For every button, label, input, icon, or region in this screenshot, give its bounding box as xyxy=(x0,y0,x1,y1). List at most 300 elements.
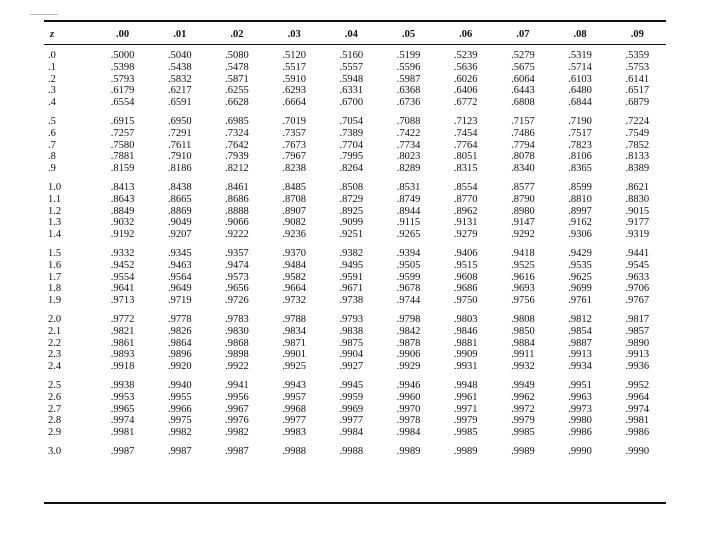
probability-cell: .9953 xyxy=(110,391,135,403)
probability-cell: .9980 xyxy=(568,415,592,427)
probability-cell: .8413 xyxy=(110,181,135,193)
z-value-cell: 1.5 xyxy=(48,247,62,259)
probability-cell: .7389 xyxy=(339,127,364,139)
probability-cell: .9484 xyxy=(282,259,306,271)
probability-cell: .7704 xyxy=(339,139,364,151)
probability-cell: .9535 xyxy=(568,259,592,271)
header-00: .00 xyxy=(116,28,130,40)
z-value-cell: .1 xyxy=(48,61,56,73)
probability-cell: .9394 xyxy=(396,247,421,259)
probability-cell: .8830 xyxy=(625,193,650,205)
table-row xyxy=(44,272,666,284)
probability-cell: .7088 xyxy=(396,115,421,127)
probability-cell: .9913 xyxy=(625,349,650,361)
probability-cell: .6293 xyxy=(282,85,306,97)
probability-cell: .9236 xyxy=(282,229,306,241)
probability-cell: .7054 xyxy=(339,115,364,127)
z-score-table xyxy=(44,24,666,458)
probability-cell: .7257 xyxy=(110,127,135,139)
probability-cell: .9987 xyxy=(110,445,135,457)
probability-cell: .5948 xyxy=(339,73,364,85)
probability-cell: .9817 xyxy=(625,313,650,325)
probability-cell: .7611 xyxy=(168,139,192,151)
probability-cell: .9418 xyxy=(511,247,535,259)
probability-cell: .5793 xyxy=(110,73,135,85)
probability-cell: .9783 xyxy=(225,313,249,325)
z-value-cell: .9 xyxy=(48,163,56,175)
probability-cell: .7852 xyxy=(625,139,650,151)
probability-cell: .9525 xyxy=(511,259,535,271)
probability-cell: .7642 xyxy=(225,139,249,151)
table-row xyxy=(44,361,666,373)
z-value-cell: 1.8 xyxy=(48,283,62,295)
probability-cell: .7549 xyxy=(625,127,650,139)
probability-cell: .7157 xyxy=(511,115,535,127)
header-03: .03 xyxy=(287,28,301,40)
z-value-cell: .7 xyxy=(48,139,56,151)
probability-cell: .7823 xyxy=(568,139,592,151)
probability-cell: .8531 xyxy=(396,181,421,193)
probability-cell: .7486 xyxy=(511,127,535,139)
probability-cell: .9884 xyxy=(511,337,535,349)
probability-cell: .9988 xyxy=(339,445,364,457)
probability-cell: .9830 xyxy=(225,325,249,337)
probability-cell: .9945 xyxy=(339,379,364,391)
table-row xyxy=(44,109,666,128)
probability-cell: .9986 xyxy=(568,427,592,439)
probability-cell: .8907 xyxy=(282,205,306,217)
probability-cell: .9719 xyxy=(167,295,192,307)
probability-cell: .9678 xyxy=(396,283,421,295)
table-row xyxy=(44,163,666,175)
probability-cell: .7454 xyxy=(453,127,478,139)
probability-cell: .9985 xyxy=(453,427,478,439)
z-value-cell: 1.9 xyxy=(48,295,62,307)
z-value-cell: .5 xyxy=(48,115,56,127)
probability-cell: .7324 xyxy=(225,127,249,139)
probability-cell: .5279 xyxy=(511,50,535,61)
probability-cell: .9890 xyxy=(625,337,650,349)
probability-cell: .9964 xyxy=(625,391,650,403)
probability-cell: .9192 xyxy=(110,229,135,241)
probability-cell: .7764 xyxy=(453,139,478,151)
table-row xyxy=(44,260,666,272)
probability-cell: .9429 xyxy=(568,247,592,259)
header-01: .01 xyxy=(173,28,187,40)
probability-cell: .9957 xyxy=(282,391,306,403)
probability-cell: .9641 xyxy=(110,283,135,295)
probability-cell: .9864 xyxy=(167,337,192,349)
z-value-cell: 1.3 xyxy=(48,217,62,229)
z-value-cell: 1.6 xyxy=(48,259,62,271)
probability-cell: .6772 xyxy=(453,97,478,109)
probability-cell: .5714 xyxy=(568,61,592,73)
probability-cell: .9706 xyxy=(625,283,650,295)
probability-cell: .9962 xyxy=(511,391,535,403)
header-09: .09 xyxy=(630,28,644,40)
probability-cell: .9920 xyxy=(167,361,192,373)
z-value-cell: .0 xyxy=(48,50,56,61)
probability-cell: .9961 xyxy=(453,391,478,403)
probability-cell: .9738 xyxy=(339,295,364,307)
probability-cell: .9963 xyxy=(568,391,592,403)
probability-cell: .9968 xyxy=(282,403,306,415)
probability-cell: .9990 xyxy=(568,445,592,457)
table-row xyxy=(44,338,666,350)
probability-cell: .9906 xyxy=(396,349,421,361)
probability-cell: .6064 xyxy=(511,73,535,85)
probability-cell: .5987 xyxy=(396,73,421,85)
z-value-cell: 1.2 xyxy=(48,205,62,217)
probability-cell: .9292 xyxy=(511,229,535,241)
probability-cell: .9868 xyxy=(225,337,249,349)
probability-cell: .5910 xyxy=(282,73,306,85)
probability-cell: .5636 xyxy=(453,61,478,73)
probability-cell: .9306 xyxy=(568,229,592,241)
header-05: .05 xyxy=(401,28,416,40)
probability-cell: .9854 xyxy=(568,325,592,337)
z-value-cell: 2.1 xyxy=(48,325,62,337)
header-02: .02 xyxy=(230,28,244,40)
probability-cell: .9732 xyxy=(282,295,306,307)
probability-cell: .8888 xyxy=(225,205,249,217)
probability-cell: .9949 xyxy=(511,379,535,391)
probability-cell: .9554 xyxy=(110,271,135,283)
probability-cell: .9838 xyxy=(339,325,364,337)
probability-cell: .7291 xyxy=(167,127,192,139)
probability-cell: .9099 xyxy=(339,217,364,229)
table-row xyxy=(44,194,666,206)
probability-cell: .9955 xyxy=(167,391,192,403)
probability-cell: .6517 xyxy=(625,85,650,97)
probability-cell: .9977 xyxy=(282,415,306,427)
probability-cell: .6026 xyxy=(453,73,478,85)
probability-cell: .8133 xyxy=(625,151,650,163)
probability-cell: .9861 xyxy=(110,337,135,349)
probability-cell: .9975 xyxy=(167,415,192,427)
probability-cell: .9147 xyxy=(511,217,535,229)
probability-cell: .7422 xyxy=(396,127,421,139)
probability-cell: .8438 xyxy=(167,181,192,193)
probability-cell: .9846 xyxy=(453,325,478,337)
probability-cell: .9319 xyxy=(625,229,650,241)
table-row xyxy=(44,427,666,439)
z-value-cell: 1.0 xyxy=(48,181,62,193)
probability-cell: .9989 xyxy=(453,445,478,457)
table-row xyxy=(44,175,666,194)
probability-cell: .8686 xyxy=(225,193,249,205)
probability-cell: .6331 xyxy=(339,85,364,97)
probability-cell: .8997 xyxy=(568,205,592,217)
probability-cell: .8643 xyxy=(110,193,135,205)
probability-cell: .9671 xyxy=(339,283,364,295)
probability-cell: .8212 xyxy=(225,163,249,175)
probability-cell: .9971 xyxy=(453,403,478,415)
probability-cell: .9633 xyxy=(625,271,650,283)
header-08: .08 xyxy=(573,28,587,40)
probability-cell: .9505 xyxy=(396,259,421,271)
z-value-cell: .2 xyxy=(48,73,56,85)
probability-cell: .9934 xyxy=(568,361,592,373)
probability-cell: .6808 xyxy=(511,97,535,109)
probability-cell: .9756 xyxy=(511,295,535,307)
probability-cell: .7580 xyxy=(110,139,135,151)
probability-cell: .5398 xyxy=(110,61,135,73)
probability-cell: .9382 xyxy=(339,247,364,259)
probability-cell: .9967 xyxy=(225,403,249,415)
probability-cell: .8962 xyxy=(453,205,478,217)
probability-cell: .9977 xyxy=(339,415,364,427)
table-row xyxy=(44,283,666,295)
probability-cell: .9893 xyxy=(110,349,135,361)
probability-cell: .5596 xyxy=(396,61,421,73)
probability-cell: .8340 xyxy=(511,163,535,175)
probability-cell: .9656 xyxy=(225,283,249,295)
probability-cell: .6255 xyxy=(225,85,249,97)
probability-cell: .8159 xyxy=(110,163,135,175)
probability-cell: .9222 xyxy=(225,229,249,241)
table-row xyxy=(44,307,666,326)
table-row xyxy=(44,415,666,427)
probability-cell: .9979 xyxy=(453,415,478,427)
probability-cell: .8238 xyxy=(282,163,306,175)
probability-cell: .9931 xyxy=(453,361,478,373)
top-rule xyxy=(44,20,666,22)
probability-cell: .9981 xyxy=(625,415,650,427)
probability-cell: .7881 xyxy=(110,151,135,163)
probability-cell: .7734 xyxy=(396,139,421,151)
probability-cell: .9812 xyxy=(568,313,592,325)
probability-cell: .9726 xyxy=(225,295,249,307)
probability-cell: .9986 xyxy=(625,427,650,439)
table-row xyxy=(44,206,666,218)
probability-cell: .9875 xyxy=(339,337,364,349)
probability-cell: .8770 xyxy=(453,193,478,205)
table-row xyxy=(44,404,666,416)
z-value-cell: 2.9 xyxy=(48,427,62,439)
probability-cell: .9767 xyxy=(625,295,650,307)
probability-cell: .6591 xyxy=(167,97,192,109)
probability-cell: .9772 xyxy=(110,313,135,325)
z-value-cell: 3.0 xyxy=(48,445,62,457)
probability-cell: .9896 xyxy=(167,349,192,361)
probability-cell: .9871 xyxy=(282,337,306,349)
z-value-cell: .3 xyxy=(48,85,56,97)
probability-cell: .9976 xyxy=(225,415,249,427)
probability-cell: .8925 xyxy=(339,205,364,217)
probability-cell: .9826 xyxy=(167,325,192,337)
probability-cell: .9956 xyxy=(225,391,249,403)
probability-cell: .8708 xyxy=(282,193,306,205)
table-row xyxy=(44,44,666,62)
probability-cell: .8944 xyxy=(396,205,421,217)
probability-cell: .6628 xyxy=(225,97,249,109)
header-06: .06 xyxy=(459,28,473,40)
probability-cell: .9761 xyxy=(568,295,592,307)
probability-cell: .6664 xyxy=(282,97,306,109)
probability-cell: .5080 xyxy=(225,50,249,61)
probability-cell: .7939 xyxy=(225,151,249,163)
probability-cell: .9940 xyxy=(167,379,192,391)
probability-cell: .6879 xyxy=(625,97,650,109)
probability-cell: .9032 xyxy=(110,217,135,229)
probability-cell: .5239 xyxy=(453,50,478,61)
probability-cell: .5120 xyxy=(282,50,306,61)
probability-cell: .9978 xyxy=(396,415,421,427)
probability-cell: .9265 xyxy=(396,229,421,241)
probability-cell: .9857 xyxy=(625,325,650,337)
probability-cell: .8264 xyxy=(339,163,364,175)
probability-cell: .9946 xyxy=(396,379,421,391)
probability-cell: .9929 xyxy=(396,361,421,373)
probability-cell: .8078 xyxy=(511,151,535,163)
z-value-cell: 1.7 xyxy=(48,271,62,283)
probability-cell: .9960 xyxy=(396,391,421,403)
probability-cell: .9983 xyxy=(282,427,306,439)
probability-cell: .9941 xyxy=(225,379,249,391)
probability-cell: .9115 xyxy=(396,217,421,229)
probability-cell: .8051 xyxy=(453,151,478,163)
table-row xyxy=(44,439,666,458)
table-row xyxy=(44,349,666,361)
probability-cell: .5517 xyxy=(282,61,306,73)
probability-cell: .9887 xyxy=(568,337,592,349)
probability-cell: .9984 xyxy=(339,427,364,439)
probability-cell: .9988 xyxy=(282,445,306,457)
probability-cell: .9616 xyxy=(511,271,535,283)
table-row xyxy=(44,326,666,338)
probability-cell: .9582 xyxy=(282,271,306,283)
probability-cell: .9406 xyxy=(453,247,478,259)
probability-cell: .7357 xyxy=(282,127,306,139)
probability-cell: .9573 xyxy=(225,271,249,283)
probability-cell: .9943 xyxy=(282,379,306,391)
z-value-cell: .4 xyxy=(48,97,56,109)
probability-cell: .9989 xyxy=(511,445,535,457)
z-value-cell: 2.8 xyxy=(48,415,62,427)
probability-cell: .9974 xyxy=(110,415,135,427)
probability-cell: .9981 xyxy=(110,427,135,439)
probability-cell: .9744 xyxy=(396,295,421,307)
probability-cell: .9936 xyxy=(625,361,650,373)
table-row xyxy=(44,229,666,241)
probability-cell: .7794 xyxy=(511,139,535,151)
table-row xyxy=(44,151,666,163)
probability-cell: .9750 xyxy=(453,295,478,307)
probability-cell: .6179 xyxy=(110,85,135,97)
probability-cell: .9965 xyxy=(110,403,135,415)
probability-cell: .7910 xyxy=(167,151,192,163)
probability-cell: .5319 xyxy=(568,50,592,61)
scan-smudge xyxy=(30,14,58,15)
z-value-cell: 1.1 xyxy=(48,193,62,205)
probability-cell: .9984 xyxy=(396,427,421,439)
probability-cell: .9808 xyxy=(511,313,535,325)
table-header-row xyxy=(44,24,666,44)
probability-cell: .9599 xyxy=(396,271,421,283)
probability-cell: .9970 xyxy=(396,403,421,415)
probability-cell: .8289 xyxy=(396,163,421,175)
probability-cell: .5199 xyxy=(396,50,421,61)
probability-cell: .9015 xyxy=(625,205,650,217)
probability-cell: .9974 xyxy=(625,403,650,415)
probability-cell: .8023 xyxy=(396,151,421,163)
probability-cell: .8749 xyxy=(396,193,421,205)
probability-cell: .9878 xyxy=(396,337,421,349)
probability-cell: .9911 xyxy=(511,349,535,361)
probability-cell: .8461 xyxy=(225,181,249,193)
probability-cell: .5871 xyxy=(225,73,249,85)
probability-cell: .9904 xyxy=(339,349,364,361)
probability-cell: .9987 xyxy=(225,445,249,457)
probability-cell: .9131 xyxy=(453,217,478,229)
probability-cell: .8790 xyxy=(511,193,535,205)
header-07: .07 xyxy=(516,28,530,40)
probability-cell: .9881 xyxy=(453,337,478,349)
probability-cell: .8389 xyxy=(625,163,650,175)
probability-cell: .9925 xyxy=(282,361,306,373)
probability-cell: .6217 xyxy=(167,85,192,97)
probability-cell: .9686 xyxy=(453,283,478,295)
header-04: .04 xyxy=(344,28,358,40)
probability-cell: .9803 xyxy=(453,313,478,325)
probability-cell: .7019 xyxy=(282,115,306,127)
probability-cell: .5832 xyxy=(167,73,192,85)
probability-cell: .5000 xyxy=(110,50,135,61)
probability-cell: .9664 xyxy=(282,283,306,295)
probability-cell: .7967 xyxy=(282,151,306,163)
probability-cell: .9357 xyxy=(225,247,249,259)
probability-cell: .9922 xyxy=(225,361,249,373)
probability-cell: .9370 xyxy=(282,247,306,259)
probability-cell: .5040 xyxy=(167,50,192,61)
probability-cell: .9918 xyxy=(110,361,135,373)
table-row xyxy=(44,62,666,74)
table-row xyxy=(44,85,666,97)
probability-cell: .7224 xyxy=(625,115,650,127)
table-row xyxy=(44,140,666,152)
probability-cell: .9913 xyxy=(568,349,592,361)
probability-cell: .6443 xyxy=(511,85,535,97)
probability-cell: .9332 xyxy=(110,247,135,259)
probability-cell: .5753 xyxy=(625,61,650,73)
probability-cell: .5160 xyxy=(339,50,364,61)
table-row xyxy=(44,128,666,140)
probability-cell: .5675 xyxy=(511,61,535,73)
probability-cell: .9990 xyxy=(625,445,650,457)
probability-cell: .9474 xyxy=(225,259,249,271)
probability-cell: .7123 xyxy=(453,115,478,127)
probability-cell: .9952 xyxy=(625,379,650,391)
probability-cell: .8665 xyxy=(167,193,192,205)
probability-cell: .5478 xyxy=(225,61,249,73)
probability-cell: .9821 xyxy=(110,325,135,337)
probability-cell: .9982 xyxy=(167,427,192,439)
probability-cell: .9713 xyxy=(110,295,135,307)
probability-cell: .6736 xyxy=(396,97,421,109)
probability-cell: .9972 xyxy=(511,403,535,415)
probability-cell: .9345 xyxy=(167,247,192,259)
probability-cell: .8869 xyxy=(167,205,192,217)
probability-cell: .9793 xyxy=(339,313,364,325)
probability-cell: .9979 xyxy=(511,415,535,427)
probability-cell: .6141 xyxy=(625,73,650,85)
probability-cell: .9463 xyxy=(167,259,192,271)
probability-cell: .9788 xyxy=(282,313,306,325)
probability-cell: .6950 xyxy=(167,115,192,127)
probability-cell: .6700 xyxy=(339,97,364,109)
probability-cell: .9973 xyxy=(568,403,592,415)
